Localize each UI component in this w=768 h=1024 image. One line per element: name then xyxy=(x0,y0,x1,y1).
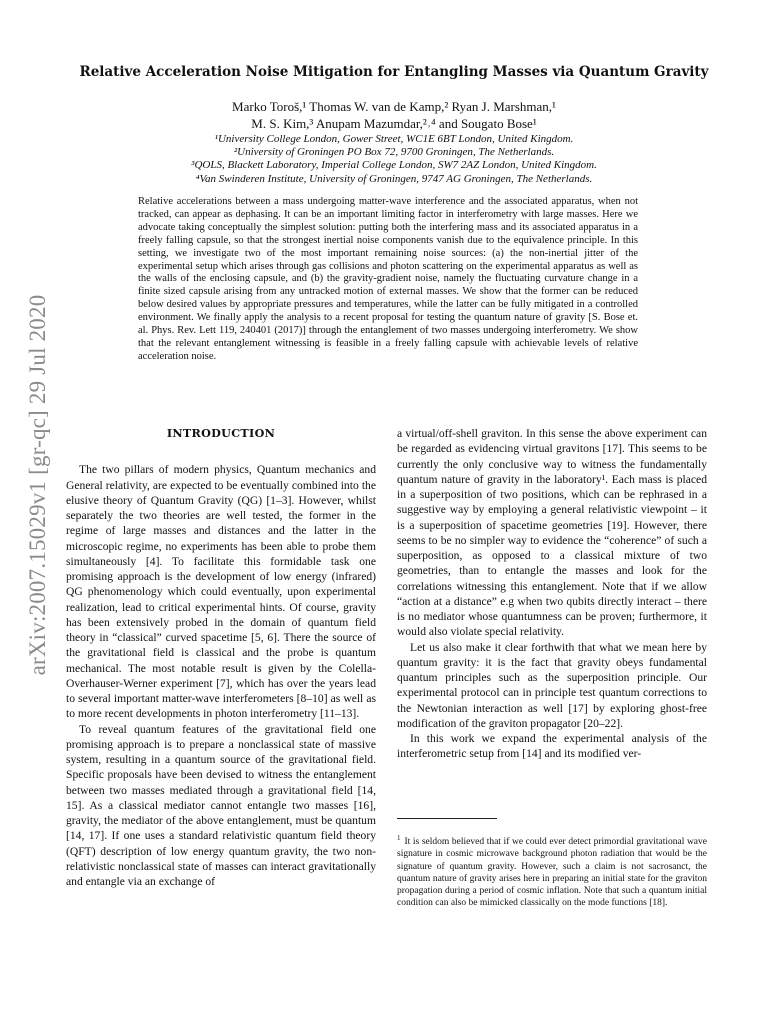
paragraph: The two pillars of modern physics, Quantum mechanics and General relativity, are expected to be eventually combined into the elusive theory of Quantum Gravity (QG) [1–3]. However, whilst separately the two theories are well tested, the former in the regime of large masses and distances and the latter in the microscopic regime, no experiments has been able to probe them simultaneously [4]. To facilitate this formidable task one promising approach is the development of low energy (infrared) QG phenomenology which could eventually, upon experimental realization, lead to critical experimental hints. Of course, gravity has been extensively probed in the domain of quantum field theory in “classical” curved spacetime [5, 6]. There the source of the gravitational field is classical and the probe is quantum mechanical. The most notable result is given by the Colella-Overhauser-Werner experiment [7], which has over the years lead to several important matter-wave interferometers [8–10] as well as to more recent developments in photon interferometry [11–13]. xyxy=(66,463,376,721)
left-column xyxy=(66,426,376,889)
author-list xyxy=(60,98,728,132)
paper-title: Relative Acceleration Noise Mitigation for Entangling Masses via Quantum Gravity xyxy=(79,64,709,80)
section-heading-introduction: INTRODUCTION xyxy=(166,426,276,440)
footnote-text: It is seldom believed that if we could ever detect primordial gravitational wave signature in cosmic microwave background photon radiation that would be the signature of quantum gravity. However, such a claim is not sacrosanct, the quantum nature of gravity arises here in preparing an initial state for the graviton propagation during a period of cosmic inflation. Note that such a quantum initial condition can also be mimicked classically on the mode functions [18]. xyxy=(397,837,707,909)
affiliation-4: ⁴Van Swinderen Institute, University of Groningen, 9747 AG Groningen, The Netherlands. xyxy=(195,172,593,185)
author-line-2: M. S. Kim,³ Anupam Mazumdar,²˒⁴ and Sougato Bose¹ xyxy=(251,116,537,131)
author-line-1: Marko Toroš,¹ Thomas W. van de Kamp,² Ryan J. Marshman,¹ xyxy=(232,99,556,114)
footnote-mark: 1 xyxy=(397,834,401,842)
affiliation-list xyxy=(60,133,728,186)
affiliation-2: ²University of Groningen PO Box 72, 9700 Groningen, The Netherlands. xyxy=(233,146,555,159)
paragraph: Let us also make it clear forthwith that what we mean here by quantum gravity: it is the fact that gravity obeys fundamental quantum principles such as the superposition principle. Our experimental protocol can in principle test quantum corrections to the Newtonian interaction as well [17] by exploring ghost-free modification of the graviton propagator [20–22]. xyxy=(397,640,707,730)
affiliation-3: ³QOLS, Blackett Laboratory, Imperial College London, SW7 2AZ London, United Kingdom. xyxy=(191,159,597,172)
arxiv-identifier: arXiv:2007.15029v1 [gr-qc] 29 Jul 2020 xyxy=(25,294,50,676)
footnote xyxy=(397,832,707,910)
paragraph: To reveal quantum features of the gravitational field one promising approach is to prepare a nonclassical state of massive system, resulting in a quantum source of the gravitational field. Specific proposals have been devised to witness the entanglement between two masses mediated through a gravitational field [14, 15]. As a classical mediator cannot entangle two masses [16], gravity, the mediator of the above entanglement, must be quantum [14, 17]. If one uses a standard relativistic quantum field theory (QFT) description of low energy quantum gravity, the two non-relativistic nonclassical state of masses can interact gravitationally and entangle via an exchange of xyxy=(66,722,376,888)
affiliation-1: ¹University College London, Gower Street, WC1E 6BT London, United Kingdom. xyxy=(214,133,574,145)
paragraph: In this work we expand the experimental analysis of the interferometric setup from [14] and its modified ver- xyxy=(397,732,707,761)
abstract: Relative accelerations between a mass undergoing matter-wave interference and the associated apparatus, when not tracked, can appear as dephasing. It can be an important limiting factor in interferometry with large masses. Here we advocate taking conceptually the simplest solution: putting both the interfering mass and its associated apparatus in a freely falling capsule, so that the strongest inertial noise components vanish due to the equivalence principle. In this setting, we investigate two of the most important remaining noise sources: (a) the non-inertial jitter of the experimental setup which arises through gas collisions and photon scattering on the experimental apparatus as well as the walls of the enclosing capsule, and (b) the gravity-gradient noise, namely the fluctuating curvature change in a finite sized capsule arising from any untracked motion of external masses. We show that the former can be reduced below desired values by appropriate pressures and temperatures, while the latter can be fully mitigated in a controlled environment. We finally apply the analysis to a recent proposal for testing the quantum nature of gravity [S. Bose et. al. Phys. Rev. Lett 119, 240401 (2017)] through the entanglement of two masses undergoing interferometry. We show that the relevant entanglement witnessing is feasible in a freely falling capsule with achievable levels of relative acceleration noise. xyxy=(138,196,638,362)
paragraph: a virtual/off-shell graviton. In this sense the above experiment can be regarded as evidencing virtual gravitons [17]. This seems to be currently the only conclusive way to witness the fundamentally quantum nature of gravity in the laboratory¹. Each mass is placed in a superposition of two positions, which can be rephrased in a suggestive way by employing a general relativistic viewpoint – it is a superposition of spacetime geometries [19]. However, there seems to be no simpler way to evidence the “coherence” of such a superposition, as opposed to a classical mixture of two geometries, than to entangle the masses and look for the correlations witnessing this entanglement. Note that if we allow “action at a distance” e.g when two qubits directly interact – there is no mediator whose quantumness can be proven; furthermore, it would also violate special relativity. xyxy=(397,427,707,639)
arxiv-side-stamp xyxy=(16,290,60,680)
right-column xyxy=(397,426,707,762)
footnote-divider xyxy=(397,818,497,819)
